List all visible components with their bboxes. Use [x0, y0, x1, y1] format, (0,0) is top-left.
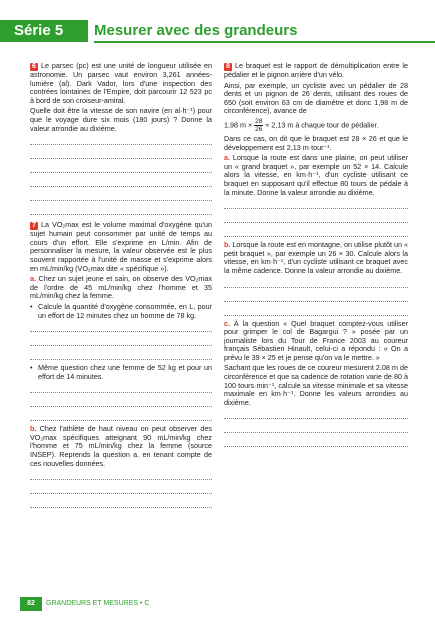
part-b-label: b.	[224, 240, 231, 250]
right-column	[224, 62, 408, 453]
answer-line[interactable]	[30, 177, 212, 187]
part-a-label: a.	[30, 274, 36, 284]
answer-line[interactable]	[30, 191, 212, 201]
page-footer	[0, 589, 435, 619]
exercise-7-part-b	[30, 425, 212, 468]
fraction-denominator: 26	[255, 125, 263, 133]
part-b-text: Chez l'athlète de haut niveau on peut observer des VO₂max spécifiques atteignant 90 mL/min/kg chez l'homme et 75 mL/min/kg chez la femme (source INSEP). Reprends la question a. en tenant compte de ces nouvelles données.	[30, 424, 212, 468]
exercise-8-example: Ainsi, par exemple, un cycliste avec un pédalier de 28 dents et un pignon de 26 dents, utilisant des roues de 650 (soit environ 63 cm de diamètre et donc 1,98 m de circonférence), avance de	[224, 80, 408, 116]
answer-line[interactable]	[30, 135, 212, 145]
answer-line[interactable]	[224, 409, 408, 419]
header-rule	[94, 41, 435, 43]
bullet-text: Même question chez une femme de 52 kg et pour un effort de 14 minutes.	[38, 363, 212, 381]
page-header	[0, 0, 435, 44]
exercise-number-7: 7	[30, 222, 38, 230]
answer-line[interactable]	[224, 423, 408, 433]
page-number: 82	[20, 597, 42, 611]
answer-line[interactable]	[224, 278, 408, 288]
bullet-dot: •	[30, 301, 33, 311]
exercise-8-formula	[224, 118, 408, 133]
exercise-8-part-c	[224, 320, 408, 363]
exercise-8-text	[224, 62, 408, 80]
answer-line[interactable]	[30, 205, 212, 215]
answer-line[interactable]	[224, 306, 408, 316]
answer-line[interactable]	[30, 383, 212, 393]
part-a-text: Chez un sujet jeune et sain, on observe des VO₂max de l'ordre de 45 mL/min/kg chez l'homme et 35 mL/min/kg chez la femme.	[30, 274, 212, 301]
part-b-label: b.	[30, 424, 37, 434]
part-c-text: À la question « Quel braquet comptez-vous utiliser pour grimper le col de Bagargui ? » posée par un journaliste lors du Tour de France 2003 au coureur français Sébastien Hinault, celui-ci a répondu : « On a prévu le 39 × 25 et je pense qu'on va le mettre. »	[224, 318, 408, 362]
answer-line[interactable]	[224, 227, 408, 237]
answer-line[interactable]	[30, 163, 212, 173]
exercise-7-statement: La VO₂max est le volume maximal d'oxygène qu'un sujet humain peut consommer par unité de temps au cours d'un effort. Elle s'exprime en L/min. Afin de personnaliser la mesure, la valeur observée est le plus souvent rapportée à l'unité de masse et s'exprime alors en mL/min/kg (VO₂max dite « spécifique »).	[30, 220, 212, 273]
fraction-numerator: 28	[255, 117, 263, 125]
exercise-7-part-a	[30, 275, 212, 301]
part-c-label: c.	[224, 318, 230, 328]
part-b-text: Lorsque la route est en montagne, on utilise plutôt un « petit braquet », par exemple un 26 × 30. Calcule alors la vitesse, en km·h⁻¹, d'un cycliste utilisant ce braquet avec la même cadence. Donne la valeur arrondie au dixième.	[224, 240, 408, 275]
answer-line[interactable]	[224, 213, 408, 223]
formula-end: ≈ 2,13 m à chaque tour de pédalier.	[265, 120, 379, 130]
part-a-text: Lorsque la route est dans une plaine, on peut utiliser un « grand braquet », par exemple un 52 × 14. Calcule alors la vitesse, en km·h⁻¹, d'un cycliste utilisant ce braquet en supposant qu'il effectue 80 tours de pédale à la minute. Donne la valeur arrondie au dixième.	[224, 153, 408, 197]
exercise-7-text	[30, 221, 212, 273]
answer-line[interactable]	[30, 484, 212, 494]
fraction	[254, 118, 263, 133]
answer-line[interactable]	[30, 498, 212, 508]
answer-line[interactable]	[30, 350, 212, 360]
answer-line[interactable]	[30, 411, 212, 421]
answer-line[interactable]	[30, 149, 212, 159]
exercise-6	[30, 62, 212, 215]
exercise-8-intro: Le braquet est le rapport de démultiplication entre le pédalier et le pignon arrière d'un vélo.	[224, 61, 408, 79]
exercise-7	[30, 221, 212, 508]
exercise-8-part-a	[224, 154, 408, 197]
bullet-text: Calcule la quantité d'oxygène consommée, en L, pour un effort de 12 minutes chez un homme de 78 kg.	[38, 301, 212, 320]
exercise-6-question: Quelle doit être la vitesse de son navire (en al·h⁻¹) pour que le voyage dure six mois (180 jours) ? Donne la valeur arrondie au dixième.	[30, 106, 212, 133]
answer-line[interactable]	[30, 470, 212, 480]
exercise-8-part-c-question: Sachant que les roues de ce coureur mesurent 2,08 m de circonférence et que sa cadence de rotation varie de 80 à 100 tours·min⁻¹, calcule sa vitesse minimale et sa vitesse maximale en km·h⁻¹. Donne les valeurs arrondies au dixième.	[224, 363, 408, 407]
answer-line[interactable]	[30, 336, 212, 346]
answer-line[interactable]	[224, 292, 408, 302]
exercise-6-text	[30, 62, 212, 105]
bullet-item	[30, 364, 212, 383]
left-column	[30, 62, 212, 514]
answer-line[interactable]	[224, 437, 408, 447]
formula-start: 1,98 m ×	[224, 120, 253, 130]
bullet-item	[30, 303, 212, 322]
exercise-8-part-b	[224, 241, 408, 275]
part-a-label: a.	[224, 153, 230, 163]
chapter-title: Mesurer avec des grandeurs	[94, 22, 298, 39]
exercise-number-8: 8	[224, 63, 232, 71]
exercise-8	[224, 62, 408, 447]
exercise-6-statement: Le parsec (pc) est une unité de longueur utilisée en astronomie. Un parsec vaut environ 3,261 années-lumière (al). Dark Vador, lors d'une inspection des contrées lointaines de l'Empire, doit parcourir 12 523 pc à bord de son croiseur-amiral.	[30, 61, 212, 105]
answer-line[interactable]	[30, 322, 212, 332]
bullet-dot: •	[30, 363, 33, 373]
exercise-number-6: 6	[30, 63, 38, 71]
exercise-8-definition: Dans ce cas, on dit que le braquet est 28 × 26 et que le développement est 2,13 m·tour⁻¹.	[224, 133, 408, 152]
answer-line[interactable]	[30, 397, 212, 407]
footer-label: GRANDEURS ET MESURES • C	[46, 600, 150, 607]
series-label: Série 5	[0, 20, 88, 42]
answer-line[interactable]	[224, 199, 408, 209]
